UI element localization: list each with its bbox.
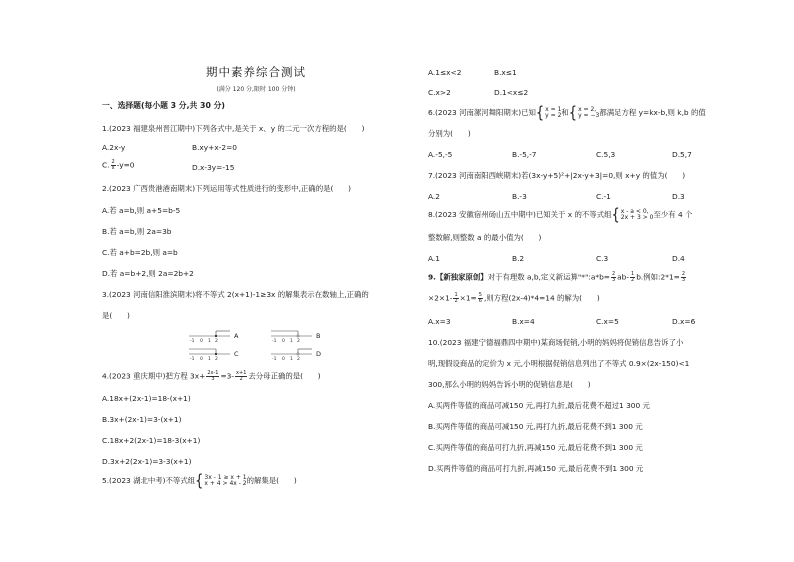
svg-text:-1: -1: [272, 339, 277, 343]
svg-text:2: 2: [215, 339, 218, 343]
q9-option-b: B.x=4: [512, 317, 535, 326]
svg-text:0: 0: [282, 339, 285, 343]
q8-option-b: B.2: [512, 254, 525, 263]
q7-stem: 7.(2023 河南南阳西峡期末)若(3x-y+5)²+|2x-y+3|=0,则 x+y 的值为( ): [428, 171, 686, 180]
q9-option-a: A.x=3: [428, 317, 451, 326]
q2-option-b: B.若 a=b,则 2a=3b: [102, 227, 172, 236]
page-title: 期中素养综合测试: [206, 65, 306, 79]
q6-option-d: D.5,7: [672, 150, 692, 159]
q9-stem-line2: ×2×1- $\frac{1}{2}$ ×1= $\frac{5}{6}$ ,则方程(2x-4)*4=14 的解为( ): [428, 292, 600, 304]
svg-text:1: 1: [290, 357, 293, 361]
svg-text:-1: -1: [190, 357, 195, 361]
q4-option-a: A.18x+(2x-1)=18-(x+1): [102, 394, 191, 403]
q10-stem-line2: 明,现假设商品的定价为 x 元,小明根据促销信息列出了不等式 0.9×(2x-150)<1: [428, 359, 690, 368]
q4-option-b: B.3x+(2x-1)=3-(x+1): [102, 415, 182, 424]
number-line-b: [270, 329, 314, 343]
q6-stem-line2: 分别为( ): [428, 129, 471, 138]
number-line-d: [270, 347, 314, 361]
q10-stem-line1: 10.(2023 福建宁德福鼎四中期中)某商场促销,小明的妈妈将促销信息告诉了小: [428, 338, 684, 347]
q8-option-c: C.3: [596, 254, 609, 263]
svg-text:2: 2: [297, 357, 300, 361]
page-subtitle: (满分 120 分,限时 100 分钟): [216, 86, 296, 93]
q10-option-d: D.买两件等值的商品可打九折,再减150 元,最后花费不到1 300 元: [428, 464, 644, 473]
q3-stem-line1: 3.(2023 河南信阳淮滨期末)将不等式 2(x+1)-1≥3x 的解集表示在数轴上,正确的: [102, 290, 369, 299]
svg-text:2: 2: [297, 339, 300, 343]
q8-option-d: D.4: [672, 254, 685, 263]
q5-option-a: A.1≤x<2: [428, 68, 462, 77]
q5-option-b: B.x≤1: [494, 68, 517, 77]
q10-option-c: C.买两件等值的商品可打九折,再减150 元,最后花费不到1 300 元: [428, 443, 643, 452]
q6-stem: 6.(2023 河南漯河舞阳期末)已知{ x = 1 y = 2 和{ x = 2, y = −3 都满足方程 y=kx-b,则 k,b 的值: [428, 104, 706, 122]
q8-stem: 8.(2023 安徽宿州砀山五中期中)已知关于 x 的不等式组{ x - a < 0, 2x + 3 > 0 至少有 4 个: [428, 206, 693, 224]
q4-option-d: D.3x+2(2x-1)=3-3(x+1): [102, 457, 192, 466]
q2-option-c: C.若 a+b=2b,则 a=b: [102, 248, 178, 257]
q2-option-a: A.若 a=b,则 a+5=b-5: [102, 206, 181, 215]
q2-stem: 2.(2023 广西贵港港南期末)下列运用等式性质进行的变形中,正确的是( ): [102, 184, 352, 193]
svg-text:1: 1: [290, 339, 293, 343]
svg-text:-1: -1: [190, 339, 195, 343]
svg-text:0: 0: [200, 357, 203, 361]
number-line-c-label: C: [234, 350, 239, 358]
q9-option-c: C.x=5: [596, 317, 619, 326]
q10-option-b: B.买两件等值的商品可减150 元,再打九折,最后花费不到1 300 元: [428, 422, 643, 431]
q4-stem: 4.(2023 重庆期中)把方程 3x+ $\frac{2x-1}{3}$ =3- $\frac{x+1}{2}$ 去分母正确的是( ): [102, 370, 321, 382]
q9-option-d: D.x=6: [672, 317, 696, 326]
q1-stem: 1.(2023 福建泉州晋江期中)下列各式中,是关于 x、y 的二元一次方程的是( ): [102, 124, 365, 133]
number-line-b-label: B: [316, 332, 321, 340]
q5-option-c: C.x>2: [428, 88, 451, 97]
number-line-a-label: A: [234, 332, 239, 340]
q7-option-a: A.2: [428, 192, 440, 201]
svg-text:0: 0: [200, 339, 203, 343]
q1-option-d: D.x-3y=-15: [192, 163, 235, 172]
svg-text:-1: -1: [272, 357, 277, 361]
svg-text:2: 2: [215, 357, 218, 361]
svg-text:1: 1: [208, 357, 211, 361]
q8-stem-line2: 整数解,则整数 a 的最小值为( ): [428, 233, 542, 242]
q6-option-c: C.5,3: [596, 150, 616, 159]
q5-stem: 5.(2023 湖北中考)不等式组{ 3x - 1 ≥ x + 1 x + 4 > 4x - 2 的解集是( ): [102, 472, 297, 490]
q10-stem-line3: 300,那么小明的妈妈告诉小明的促销信息是( ): [428, 380, 591, 389]
q1-option-c: C. $\frac{2}{x}$ -y=0: [102, 159, 135, 171]
number-line-d-label: D: [316, 350, 322, 358]
q3-stem-line2: 是( ): [102, 311, 130, 320]
q1-option-b: B.xy+x-2=0: [192, 143, 237, 152]
number-line-a: [188, 329, 232, 343]
q8-option-a: A.1: [428, 254, 440, 263]
section-heading: 一、选择题(每小题 3 分,共 30 分): [102, 101, 225, 110]
q2-option-d: D.若 a=b+2,则 2a=2b+2: [102, 269, 194, 278]
q7-option-c: C.-1: [596, 192, 611, 201]
number-line-c: [188, 347, 232, 361]
q6-option-b: B.-5,-7: [512, 150, 537, 159]
q7-option-d: D.3: [672, 192, 685, 201]
q10-option-a: A.买两件等值的商品可减150 元,再打九折,最后花费不超过1 300 元: [428, 401, 650, 410]
svg-text:0: 0: [282, 357, 285, 361]
svg-text:1: 1: [208, 339, 211, 343]
q9-stem: 9.【新独家原创】对于有理数 a,b,定义新运算"*":a*b= $\frac{2}{3}$ ab- $\frac{1}{2}$ b.例如:2*1= $\frac{2}{3}$: [428, 271, 686, 283]
q4-option-c: C.18x+2(2x-1)=18-3(x+1): [102, 436, 201, 445]
q6-option-a: A.-5,-5: [428, 150, 453, 159]
q7-option-b: B.-3: [512, 192, 527, 201]
q5-option-d: D.1<x≤2: [494, 88, 529, 97]
q1-option-a: A.2x-y: [102, 143, 126, 152]
